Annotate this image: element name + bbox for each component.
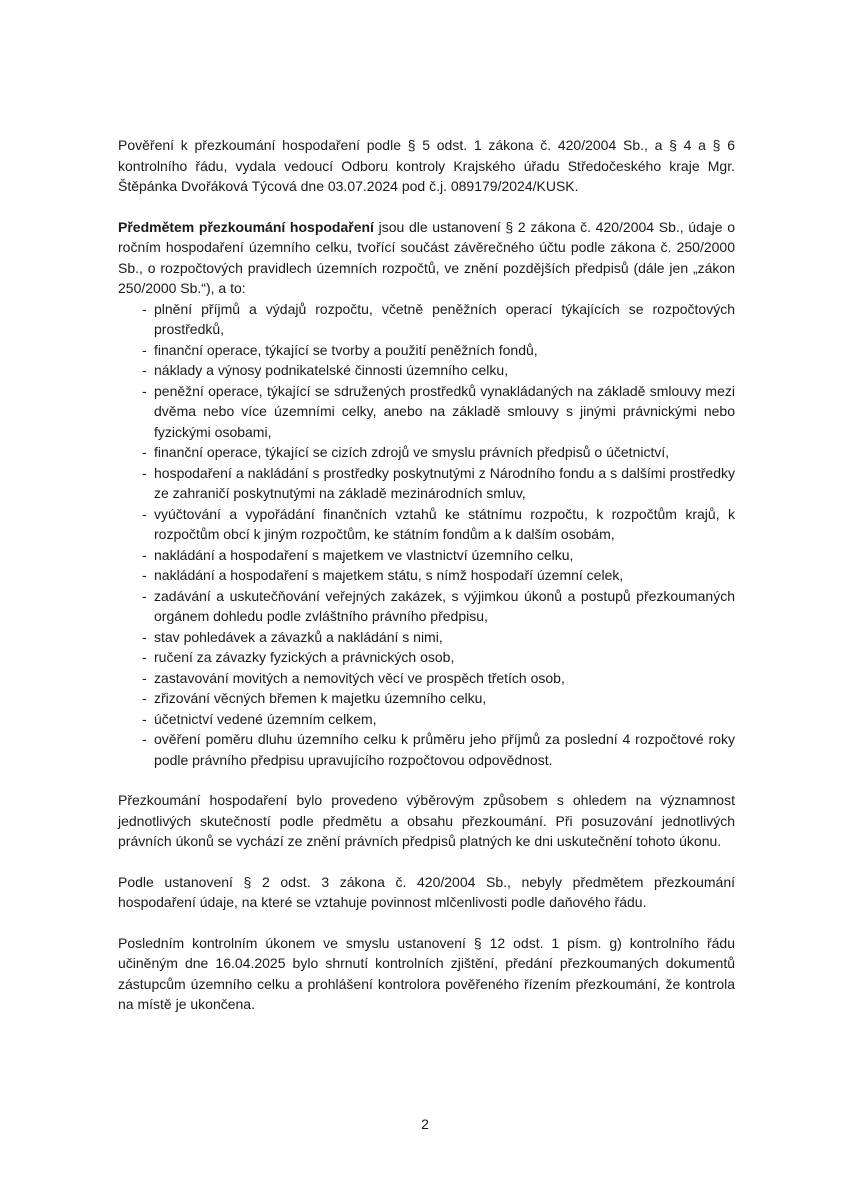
scope-list-item [118,647,735,668]
scope-list-item [118,668,735,689]
list-item-text: peněžní operace, týkající se sdružených prostředků vynakládaných na základě smlouvy mezi dvěma nebo více územními celky, anebo na základě smlouvy s jinými právnickými nebo fyzickými osobami, [154,382,735,440]
list-item-text: stav pohledávek a závazků a nakládání s nimi, [154,628,443,645]
list-item-text: zastavování movitých a nemovitých věcí ve prospěch třetích osob, [154,669,565,686]
list-item-text: zřizování věcných břemen k majetku územního celku, [154,690,487,706]
list-item-text: finanční operace, týkající se tvorby a použití peněžních fondů, [154,341,538,358]
list-bullet: - [142,382,147,399]
scope-list-item [118,688,735,709]
scope-list [118,299,735,771]
scope-list-item [118,627,735,648]
list-bullet: - [142,649,147,665]
subject-heading: Předmětem přezkoumání hospodaření [118,218,374,235]
list-bullet: - [142,444,147,460]
scope-list-item [118,545,735,566]
page-number: 2 [421,1116,429,1132]
scope-list-item [118,729,735,770]
list-bullet: - [142,710,147,727]
list-item-text: ručení za závazky fyzických a právnických osob, [154,649,455,665]
list-item-text: náklady a výnosy podnikatelské činnosti územního celku, [154,362,509,378]
list-bullet: - [142,362,147,378]
list-item-text: plnění příjmů a výdajů rozpočtu, včetně peněžních operací týkajících se rozpočtových prostředků, [154,300,735,337]
confidentiality-paragraph: Podle ustanovení § 2 odst. 3 zákona č. 420/2004 Sb., nebyly předmětem přezkoumání hospodaření údaje, na které se vztahuje povinnost mlčenlivosti podle daňového řádu. [118,873,735,910]
scope-list-item [118,504,735,545]
list-item-text: nakládání a hospodaření s majetkem ve vlastnictví územního celku, [154,546,574,563]
scope-list-item [118,442,735,463]
list-item-text: ověření poměru dluhu územního celku k průměru jeho příjmů za poslední 4 rozpočtové roky podle právního předpisu upravujícího rozpočtovou odpovědnost. [154,731,735,768]
document-body [118,135,735,1015]
method-paragraph: Přezkoumání hospodaření bylo provedeno výběrovým způsobem s ohledem na významnost jednotlivých skutečností podle předmětu a obsahu přezkoumání. Při posuzování jednotlivých právních úkonů se vychází ze znění právních předpisů platných ke dni uskutečnění tohoto úkonu. [118,792,735,849]
scope-list-item [118,340,735,361]
scope-list-item [118,586,735,627]
list-item-text: finanční operace, týkající se cizích zdrojů ve smyslu právních předpisů o účetnictví, [154,444,670,460]
scope-list-item [118,299,735,340]
scope-list-item [118,565,735,586]
scope-list-item [118,709,735,730]
list-item-text: účetnictví vedené územním celkem, [154,710,377,727]
list-bullet: - [142,505,147,522]
scope-list-item [118,360,735,381]
list-bullet: - [142,546,147,563]
list-bullet: - [142,669,147,686]
scope-list-item [118,463,735,504]
list-item-text: vyúčtování a vypořádání finančních vztahů ke státnímu rozpočtu, k rozpočtům krajů, k rozpočtům obcí k jiným rozpočtům, ke státním fondům a k dalším osobám, [154,505,735,542]
subject-paragraph [118,217,735,299]
list-item-text: hospodaření a nakládání s prostředky poskytnutými z Národního fondu a s dalšími prostředky ze zahraničí poskytnutými na základě mezinárodních smluv, [154,464,735,501]
list-bullet: - [142,690,147,706]
list-bullet: - [142,341,147,358]
list-bullet: - [142,567,147,583]
list-item-text: nakládání a hospodaření s majetkem státu, s nímž hospodaří územní celek, [154,567,624,583]
scope-list-item [118,381,735,443]
list-bullet: - [142,300,147,317]
final-action-paragraph: Posledním kontrolním úkonem ve smyslu ustanovení § 12 odst. 1 písm. g) kontrolního řádu učiněným dne 16.04.2025 bylo shrnutí kontrolních zjištění, předání přezkoumaných dokumentů zástupcům územního celku a prohlášení kontrolora pověřeného řízením přezkoumání, že kontrola na místě je ukončena. [118,934,735,1012]
authorization-paragraph: Pověření k přezkoumání hospodaření podle § 5 odst. 1 zákona č. 420/2004 Sb., a § 4 a § 6 kontrolního řádu, vydala vedoucí Odboru kontroly Krajského úřadu Středočeského kraje Mgr. Štěpánka Dvořáková Týcová dne 03.07.2024 pod č.j. 089179/2024/KUSK. [118,137,735,194]
list-bullet: - [142,464,147,481]
list-item-text: zadávání a uskutečňování veřejných zakázek, s výjimkou úkonů a postupů přezkoumaných orgánem dohledu podle zvláštního právního předpisu, [154,587,735,624]
list-bullet: - [142,628,147,645]
list-bullet: - [142,587,147,604]
list-bullet: - [142,731,147,747]
subject-text: jsou dle ustanovení § 2 zákona č. 420/2004 Sb., údaje o ročním hospodaření územního celku, tvořící součást závěrečného účtu podle zákona č. 250/2000 Sb., o rozpočtových pravidlech územních rozpočtů, ve znění pozdějších předpisů (dále jen „zákon 250/2000 Sb.“), a to: [118,218,735,296]
